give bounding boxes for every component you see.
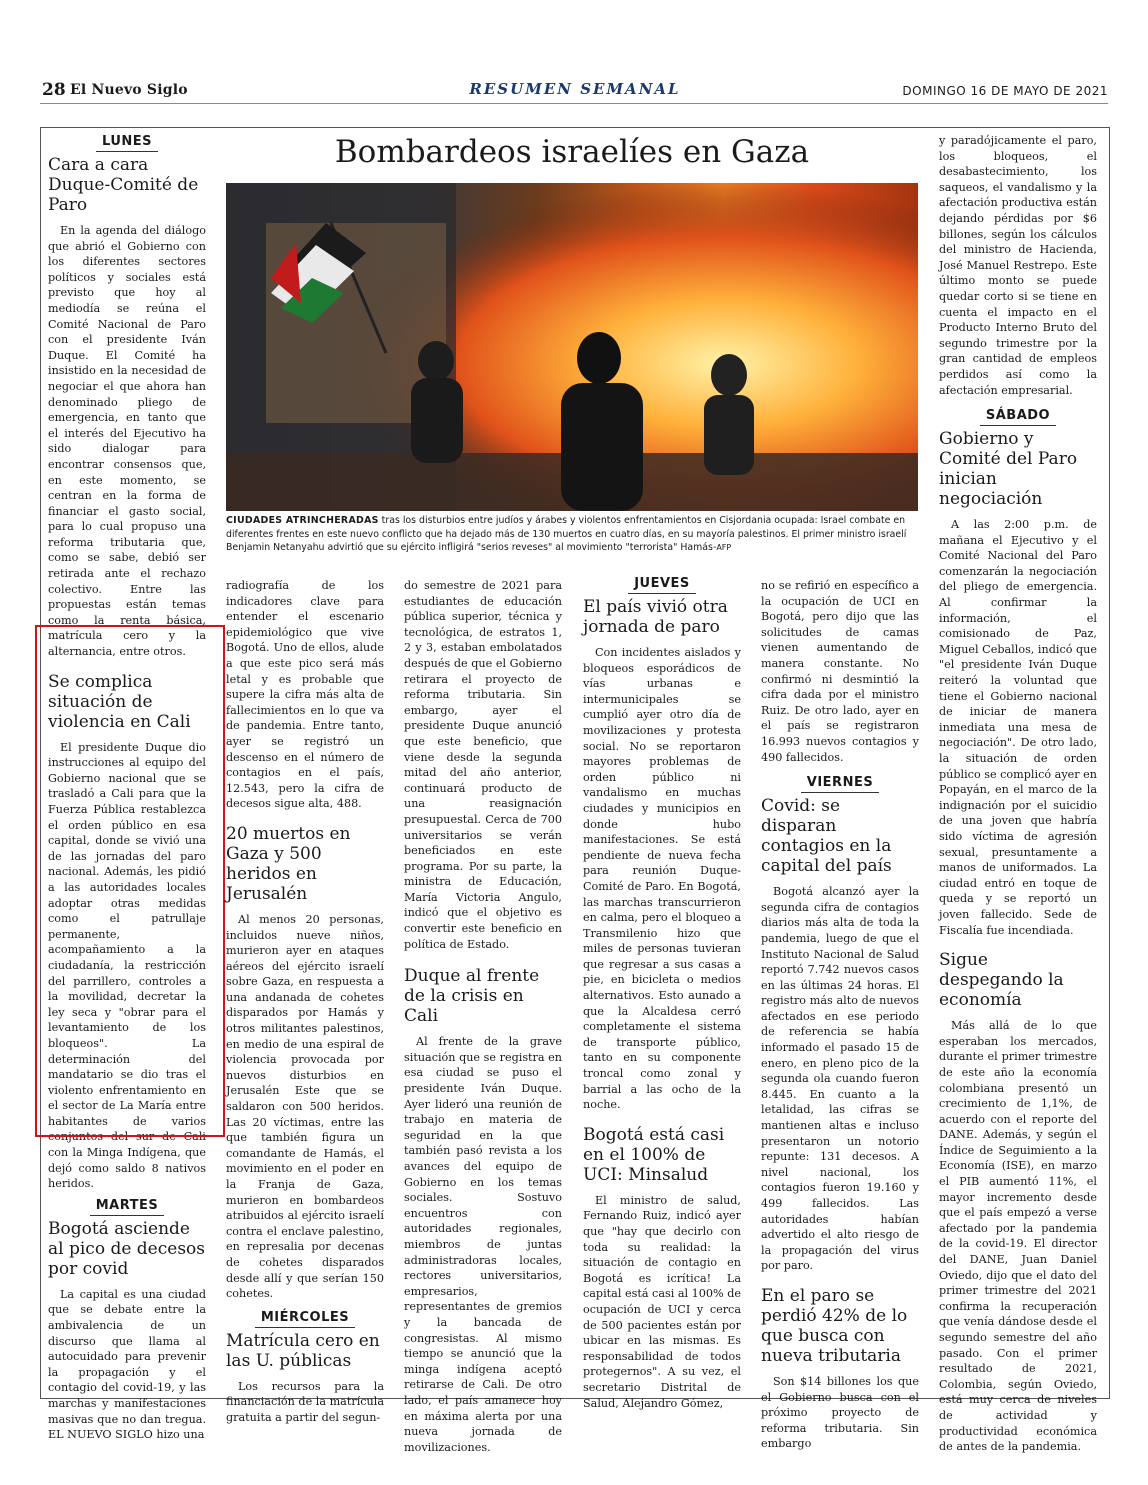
article-body-violencia-cali: El presidente Duque dio instrucciones al equipo del Gobierno nacional que se trasladó a Cali para que la Fuerza Pública restablezca el orden público en esa capital, donde se vivió una de las jornadas del paro nacional. Además, les pidió a las autoridades locales adoptar otras medidas como el patrullaje permanente, acompañamiento a la ciudadanía, la restricción del parrillero, controles a la movilidad, decretar la ley seca y "obrar para el levantamiento de los bloqueos". La determinación del mandatario se dio tras el violento enfrentamiento en el sector de La María entre habitantes de varios conjuntos del sur de Cali con la Minga Indígena, que dejó como saldo 8 nativos heridos. [48,740,206,1191]
news-photo [226,183,918,511]
article-body-uci-minsalud: El ministro de salud, Fernando Ruiz, indicó ayer que "hay que decirlo con toda su realidad: la situación de contagio en Bogotá es icrítica! La capital está casi al 100% de ocupación de UCI y cerca de 500 pacientes están por ubicar en las mismas. Es responsabilidad de todos protegernos". A su vez, el secretario Distrital de Salud, Alejandro Gómez, [583,1193,741,1410]
column-3 [404,578,562,1454]
headline-gaza-jerusalen: 20 muertos en Gaza y 500 heridos en Jerusalén [226,823,351,904]
header-rule [40,103,1108,104]
day-label-miercoles: MIÉRCOLES [226,1310,384,1325]
headline-matricula-cero: Matrícula cero en las U. públicas [226,1330,380,1371]
article-body-covid-contagios: Bogotá alcanzó ayer la segunda cifra de contagios diarios más alta de toda la pandemia, luego de que el Instituto Nacional de Salud reportó 7.742 nuevos casos en las últimas 24 horas. El registro más alto de nuevos afectados en ese periodo de referencia se había informado el pasado 15 de enero, en pleno pico de la segunda ola cuando fueron 8.445. En cuanto a la letalidad, las cifras se mantienen altas e incluso presentaron un notorio repunte: 131 decesos. A nivel nacional, los contagios fueron 19.160 y 499 fallecidos. Las autoridades habían advertido el alto riesgo de la propagación del virus por paro. [761,885,919,1273]
headline-negociacion: Gobierno y Comité del Paro inician negociación [939,429,1078,510]
day-label-martes: MARTES [48,1198,206,1213]
headline-duque-cali: Duque al frente de la crisis en Cali [404,966,540,1027]
article-body-paro-tributaria-cont: y paradójicamente el paro, los bloqueos, el desabastecimiento, los saqueos, el vandalismo y la afectación productiva están dejando pérdidas por $6 billones, según los cálculos del ministro de Hacienda, José Manuel Restrepo. Este último monto se puede quedar corto si se tiene en cuenta el impacto en el Producto Interno Bruto del segundo trimestre por la gran cantidad de empleos perdidos así como la afectación empresarial. [939,134,1097,397]
caption-lead: CIUDADES ATRINCHERADAS [226,515,379,526]
day-label-jueves: JUEVES [583,576,741,591]
headline-jornada-paro: El país vivió otra jornada de paro [583,597,728,637]
column-6 [939,133,1097,1454]
column-2 [226,578,384,1424]
publication-name: El Nuevo Siglo [70,82,188,98]
headline-cara-a-cara: Cara a cara Duque-Comité de Paro [48,155,199,215]
column-4 [583,572,741,1410]
day-label-lunes: LUNES [48,134,206,149]
article-body-pico-decesos: La capital es una ciudad que se debate entre la ambivalencia de un discurso que llama al autocuidado para prevenir la propagación y el contagio del covid-19, y las marchas y manifestaciones masivas que no dan tregua. EL NUEVO SIGLO hizo una [48,1287,206,1442]
main-headline: Bombardeos israelíes en Gaza [334,134,810,170]
headline-covid-contagios: Covid: se disparan contagios en la capital del país [761,796,892,877]
article-body-jornada-paro: Con incidentes aislados y bloqueos esporádicos de vías urbanas e intermunicipales se cumplió ayer otro día de movilizaciones y protesta social. No se reportaron mayores problemas de orden público ni vandalismo en muchas ciudades y municipios en donde hubo manifestaciones. Se está pendiente de nueva fecha para reunión Duque-Comité de Paro. En Bogotá, las marchas transcurrieron en calma, pero el bloqueo a Transmilenio hizo que miles de personas tuvieran que regresar a sus casas a pie, en bicicleta o medios alternativos. Esto aunado a que la Alcaldesa cerró completamente el sistema de transporte público, tanto en su componente troncal como zonal y barrial a las ocho de la noche. [583,646,741,1112]
page-number: 28 [42,80,66,100]
headline-paro-tributaria: En el paro se perdió 42% de lo que busca con nueva tributaria [761,1285,908,1366]
headline-economia: Sigue despegando la economía [939,950,1064,1011]
photo-caption [226,514,918,555]
caption-credit: AFP [716,543,732,552]
article-body-pico-decesos-cont: radiografía de los indicadores clave para entender el escenario epidemiológico que vive Bogotá. Uno de ellos, alude a que este pico será más letal y es probable que supere la cifra más alta de fallecimientos en lo que va de pandemia. Entre tanto, ayer se registró un descenso en el número de contagios en el país, 12.543, pero la cifra de decesos sigue alta, 488. [226,579,384,811]
issue-date: DOMINGO 16 DE MAYO DE 2021 [902,84,1108,98]
article-body-economia: Más allá de lo que esperaban los mercados, durante el primer trimestre de este año la economía colombiana presentó un crecimiento de 1,1%, de acuerdo con el reporte del DANE. Además, y según el Índice de Seguimiento a la Economía (ISE), en marzo el PIB aumentó 11%, el mayor incremento desde que el país empezó a verse afectado por la pandemia de la covid-19. El director del DANE, Juan Daniel Oviedo, dijo que el dato del primer trimestre del 2021 confirma la recuperación que venía dándose desde el segundo semestre del año pasado. Con el primer resultado de 2021, Colombia, según Oviedo, está muy cerca de niveles de actividad y productividad económica de antes de la pandemia. [939,1019,1097,1454]
headline-violencia-cali: Se complica situación de violencia en Cali [48,671,191,732]
day-label-viernes: VIERNES [761,775,919,790]
article-body-matricula-cero-cont: do semestre de 2021 para estudiantes de educación pública superior, técnica y tecnológica, de estratos 1, 2 y 3, estaban embolatados después de que el Gobierno retirara el proyecto de reforma tributaria. Sin embargo, ayer el presidente Duque anunció que este beneficio, que viene desde la segunda mitad del año anterior, continuará producto de una reasignación presupuestal. Cerca de 700 universitarios se verán beneficiados en este programa. Por su parte, la ministra de Educación, María Victoria Angulo, indicó que el objetivo es convertir este beneficio en política de Estado. [404,579,562,951]
article-body-cara-a-cara: En la agenda del diálogo que abrió el Gobierno con los diferentes sectores políticos y sociales está previsto que hoy al mediodía se reúna el Comité Nacional de Paro con el presidente Iván Duque. El Comité ha insistido en la necesidad de negociar el que ahora han denominado pliego de emergencia, en tanto que el interés del Ejecutivo ha sido dialogar para encontrar consensos que, en este momento, se centran en la forma de financiar el gasto social, para lo cual propuso una reforma tributaria que, como se sabe, debió ser retirada ante el rechazo colectivo. Entre las propuestas están temas como la renta básica, matrícula cero y la alternancia, entre otros. [48,224,206,659]
highlight-box [35,625,225,1137]
protest-scene-image [226,183,918,511]
caption-text: tras los disturbios entre judíos y árabes y violentos enfrentamientos en Cisjordania ocupada: Israel combate en diferentes frentes en este nuevo conflicto que ha dejado más de 130 muertos en cuatro días, en su mayoría palestinos. El primer ministro israelí Benjamin Netanyahu advirtió que su ejército infligirá "serios reveses" al movimiento "terrorista" Hamás- [226,515,907,553]
article-body-negociacion: A las 2:00 p.m. de mañana el Ejecutivo y el Comité Nacional del Paro comenzarán la negociación del pliego de emergencia. Al confirmar la información, el comisionado de Paz, Miguel Ceballos, indicó que "el presidente Iván Duque reiteró la voluntad que tiene el Gobierno nacional de iniciar de manera inmediata una mesa de negociación". De otro lado, la situación de orden público se complicó ayer en Popayán, en el marco de la indignación por el suicidio de una joven que habría sido víctima de agresión sexual, presuntamente a manos de uniformados. La ciudad entró en toque de queda y se reportó un joven fallecido. Sede de Fiscalía fue incendiada. [939,518,1097,937]
article-body-duque-cali: Al frente de la grave situación que se registra en esa ciudad se puso el presidente Iván Duque. Ayer lideró una reunión de trabajo en materia de seguridad en la que también pasó revista a los avances del equipo de Gobierno en los temas sociales. Sostuvo encuentros con autoridades regionales, miembros de juntas administradoras locales, rectores universitarios, empresarios, representantes de gremios y la bancada de congresistas. Al mismo tiempo se anunció que la minga indígena aceptó retirarse de Cali. De otro lado, el país amanece hoy en máxima alerta por una nueva jornada de movilizaciones. [404,1035,562,1454]
article-body-uci-minsalud-cont: no se refirió en específico a la ocupación de UCI en Bogotá, pero dijo que las solicitudes de camas vienen aumentando de manera constante. No confirmó ni desmintió la cifra dada por el ministro Ruiz. De otro lado, ayer en el país se registraron 16.993 nuevos contagios y 490 fallecidos. [761,579,919,764]
headline-uci-minsalud: Bogotá está casi en el 100% de UCI: Minsalud [583,1124,725,1185]
day-label-sabado: SÁBADO [939,408,1097,423]
article-body-paro-tributaria: Son $14 billones los que el Gobierno busca con el próximo proyecto de reforma tributaria. Sin embargo [761,1374,919,1451]
section-title: RESUMEN SEMANAL [469,80,681,98]
column-5 [761,578,919,1451]
article-body-gaza-jerusalen: Al menos 20 personas, incluidos nueve niños, murieron ayer en ataques aéreos del ejército israelí sobre Gaza, en respuesta a una andanada de cohetes disparados por Hamás y otros militantes palestinos, en medio de una espiral de violencia provocada por nuevos disturbios en Jerusalén Este que se saldaron con 500 heridos. Las 20 víctimas, entre las que también figura un comandante de Hamás, el movimiento en el poder en la Franja de Gaza, murieron en bombardeos atribuidos al ejército israelí contra el enclave palestino, en represalia por decenas de cohetes disparados desde allí y que serían 150 cohetes. [226,912,384,1301]
article-body-matricula-cero: Los recursos para la financiación de la matrícula gratuita a partir del segun- [226,1379,384,1424]
headline-pico-decesos: Bogotá asciende al pico de decesos por covid [48,1218,206,1279]
